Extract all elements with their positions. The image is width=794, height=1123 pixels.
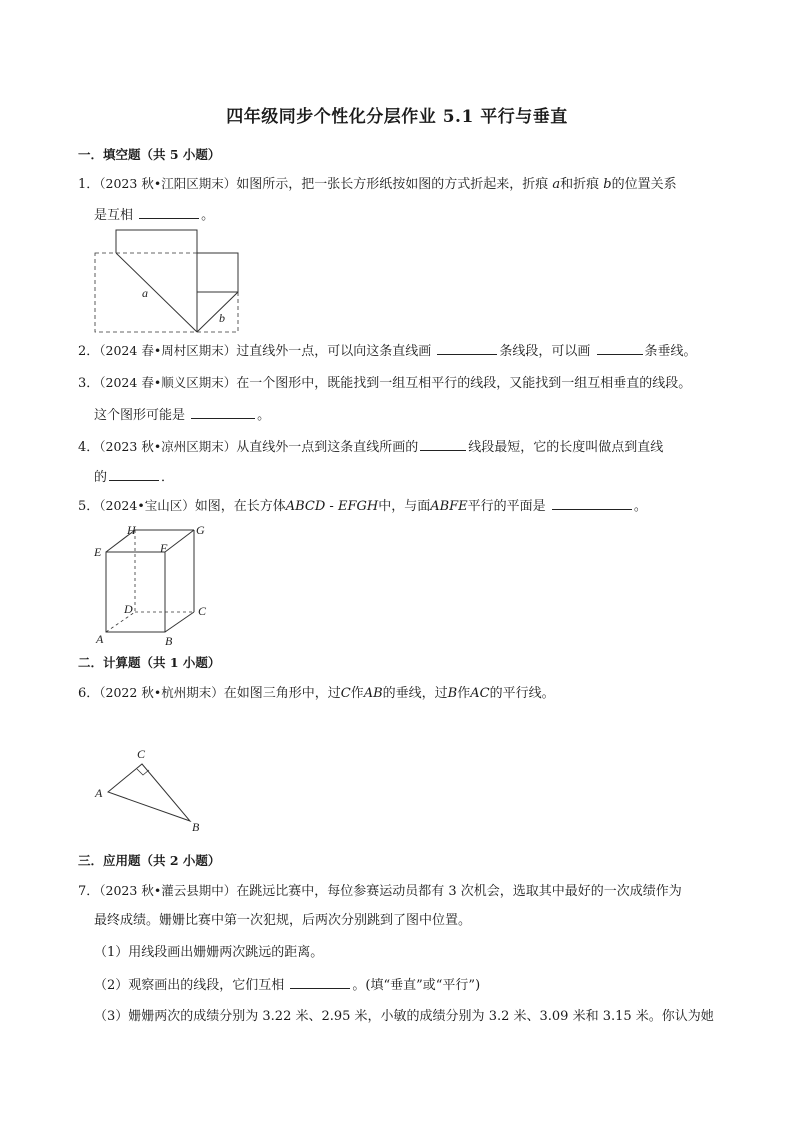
question-number: 7． — [78, 884, 100, 899]
question-6: 6．（2022 秋•杭州期末）在如图三角形中，过C作AB的垂线，过B作AC的平行线。 — [78, 685, 555, 701]
question-source: （2023 秋•灌云县期中） — [99, 883, 237, 898]
question-number: 4． — [78, 440, 100, 455]
question-number: 5． — [78, 499, 100, 514]
question-1-line-2: 是互相 。 — [94, 208, 215, 223]
vertex-label-c: C — [198, 604, 207, 618]
fold-label-a: a — [142, 286, 148, 300]
question-7-line-1: 7．（2023 秋•灌云县期中）在跳远比赛中，每位参赛运动员都有 3 次机会，选取其中最好的一次成绩作为 — [78, 883, 682, 899]
variable: B — [447, 686, 458, 701]
variable: ABCD — [285, 499, 326, 514]
question-number: 6． — [78, 686, 100, 701]
question-5: 5．（2024•宝山区）如图，在长方体ABCD - EFGH中，与面ABFE平行的平面是 。 — [78, 498, 647, 514]
question-7-part-1: （1）用线段画出姗姗两次跳远的距离。 — [94, 945, 324, 960]
vertex-label-c: C — [137, 747, 146, 761]
variable: C — [340, 686, 351, 701]
vertex-label-b: B — [192, 820, 200, 834]
question-4-line-1: 4．（2023 秋•凉州区期末）从直线外一点到这条直线所画的 线段最短，它的长度叫做点到直线 — [78, 439, 664, 455]
question-4-line-2: 的 ． — [94, 470, 175, 485]
question-3-line-1: 3．（2024 春•顺义区期末）在一个图形中，既能找到一组互相平行的线段，又能找到一组互相垂直的线段。 — [78, 375, 692, 391]
question-1-line-1: 1．（2023 秋•江阳区期末）如图所示，把一张长方形纸按如图的方式折起来，折痕 a和折痕 b的位置关系 — [78, 176, 677, 192]
variable: EFGH — [337, 499, 379, 514]
question-number: 3． — [78, 376, 100, 391]
question-source: （2023 秋•江阳区期末） — [99, 176, 237, 191]
vertex-label-e: E — [94, 545, 102, 559]
question-source: （2023 秋•凉州区期末） — [99, 439, 237, 454]
variable: ABFE — [430, 499, 468, 514]
vertex-label-a: A — [96, 632, 104, 646]
question-3-line-2: 这个图形可能是 。 — [94, 408, 271, 423]
question-7-part-2: （2）观察画出的线段，它们互相 。(填“垂直”或“平行”) — [94, 978, 481, 993]
section-heading-application: 三．应用题（共 2 小题） — [78, 853, 221, 868]
variable: AB — [363, 686, 383, 701]
vertex-label-b: B — [165, 634, 173, 648]
page-title: 四年级同步个性化分层作业 5.1 平行与垂直 — [226, 107, 568, 127]
vertex-label-h: H — [127, 523, 136, 537]
vertex-label-f: F — [160, 541, 168, 555]
fold-label-b: b — [219, 311, 225, 325]
section-heading-calculation: 二．计算题（共 1 小题） — [78, 655, 221, 670]
question-7-part-3: （3）姗姗两次的成绩分别为 3.22 米、2.95 米，小敏的成绩分别为 3.2 米、3.09 米和 3.15 米。你认为她 — [94, 1009, 714, 1024]
question-source: （2024 春•周村区期末） — [99, 343, 237, 358]
vertex-label-d: D — [124, 602, 133, 616]
question-source: （2024 春•顺义区期末） — [99, 375, 237, 390]
variable: AC — [470, 686, 490, 701]
question-number: 1． — [78, 177, 100, 192]
answer-blank[interactable] — [290, 976, 350, 989]
variable: a — [552, 177, 561, 192]
question-source: （2022 秋•杭州期末） — [99, 685, 224, 700]
question-number: 2． — [78, 344, 100, 359]
variable: b — [603, 177, 612, 192]
question-7-line-2: 最终成绩。姗姗比赛中第一次犯规，后两次分别跳到了图中位置。 — [94, 913, 472, 928]
question-2: 2．（2024 春•周村区期末）过直线外一点，可以向这条直线画 条线段，可以画 条垂线。 — [78, 343, 697, 359]
section-heading-fill-blank: 一．填空题（共 5 小题） — [78, 147, 221, 162]
question-source: （2024•宝山区） — [99, 498, 195, 513]
vertex-label-a: A — [95, 786, 103, 800]
vertex-label-g: G — [196, 523, 205, 537]
